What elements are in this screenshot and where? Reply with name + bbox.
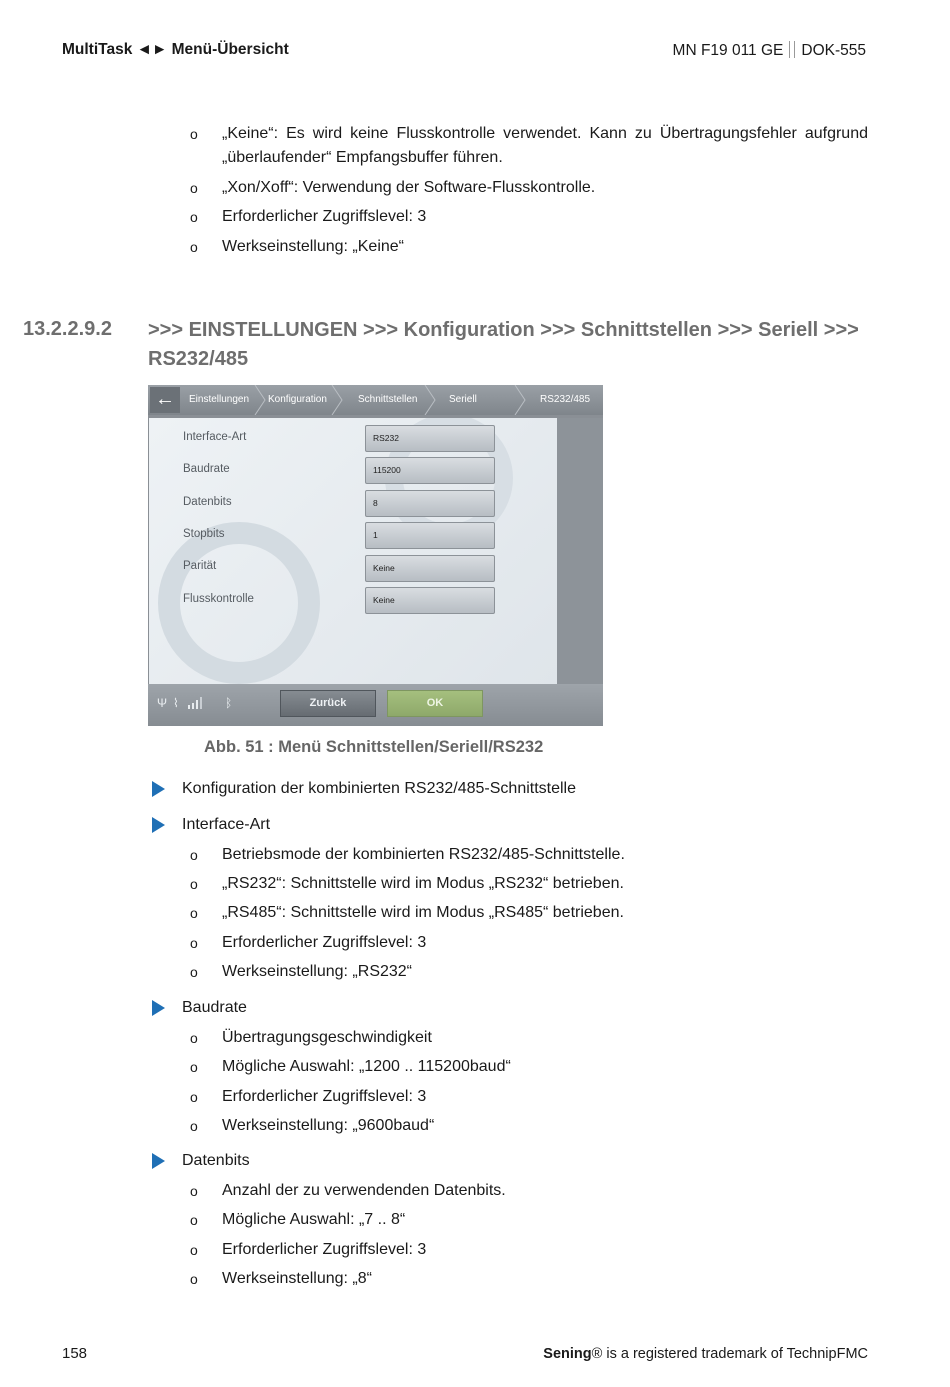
list-item: o Mögliche Auswahl: „1200 .. 115200baud“	[190, 1055, 868, 1079]
section-title: >>> EINSTELLUNGEN >>> Konfiguration >>> Schnittstellen >>> Seriell >>> RS232/485	[148, 319, 859, 370]
field-label: Flusskontrolle	[183, 593, 254, 605]
circle-bullet-icon: o	[190, 1271, 198, 1287]
circle-bullet-icon: o	[190, 1030, 198, 1046]
circle-bullet-icon: o	[190, 847, 198, 863]
triangle-bullet-icon	[152, 781, 165, 797]
parity-select[interactable]: Keine	[365, 555, 495, 582]
bullet-heading: Konfiguration der kombinierten RS232/485-Schnittstelle	[152, 778, 576, 800]
triangle-bullet-icon	[152, 817, 165, 833]
field-label: Stopbits	[183, 528, 225, 540]
ok-button[interactable]: OK	[387, 690, 483, 717]
bullet-heading: Datenbits	[152, 1150, 250, 1172]
section-number: 13.2.2.9.2	[23, 318, 112, 340]
breadcrumb-item[interactable]: Schnittstellen	[358, 394, 418, 405]
breadcrumb	[148, 385, 603, 415]
brand-name: Sening	[543, 1346, 592, 1362]
circle-bullet-icon: o	[190, 239, 198, 255]
circle-bullet-icon: o	[190, 1089, 198, 1105]
list-item: o „Xon/Xoff“: Verwendung der Software-Flusskontrolle.	[190, 176, 868, 200]
figure-caption: Abb. 51 : Menü Schnittstellen/Seriell/RS232	[204, 738, 544, 756]
back-button[interactable]: Zurück	[280, 690, 376, 717]
list-item: o Werkseinstellung: „9600baud“	[190, 1114, 868, 1138]
trademark-notice	[543, 1346, 868, 1362]
databits-select[interactable]: 8	[365, 490, 495, 517]
header-separator	[789, 41, 795, 58]
circle-bullet-icon: o	[190, 1183, 198, 1199]
circle-bullet-icon: o	[190, 964, 198, 980]
list-item: o Erforderlicher Zugriffslevel: 3	[190, 931, 868, 955]
gear-watermark-icon	[149, 418, 557, 684]
circle-bullet-icon: o	[190, 1059, 198, 1075]
header-doc-code: DOK-555	[801, 42, 866, 59]
bluetooth-icon: ᛒ	[225, 696, 233, 710]
trademark-text: ® is a registered trademark of TechnipFMC	[591, 1346, 868, 1362]
breadcrumb-item-current: RS232/485	[540, 394, 591, 405]
breadcrumb-item[interactable]: Seriell	[449, 394, 477, 405]
circle-bullet-icon: o	[190, 935, 198, 951]
list-item: o Werkseinstellung: „Keine“	[190, 235, 868, 259]
field-label: Interface-Art	[183, 431, 247, 443]
device-screenshot	[148, 385, 603, 726]
triangle-bullet-icon	[152, 1000, 165, 1016]
baudrate-select[interactable]: 115200	[365, 457, 495, 484]
bullet-heading: Baudrate	[152, 997, 247, 1019]
list-item: o „RS485“: Schnittstelle wird im Modus „RS485“ betrieben.	[190, 901, 868, 925]
list-item: o Werkseinstellung: „8“	[190, 1267, 868, 1291]
list-item: o Werkseinstellung: „RS232“	[190, 960, 868, 984]
circle-bullet-icon: o	[190, 1212, 198, 1228]
list-item: o Anzahl der zu verwendenden Datenbits.	[190, 1179, 868, 1203]
settings-panel	[149, 418, 557, 684]
page-number: 158	[62, 1345, 88, 1362]
field-label: Parität	[183, 560, 217, 572]
chevron-right-icon	[513, 385, 527, 415]
chevron-right-icon	[253, 385, 267, 415]
circle-bullet-icon: o	[190, 1118, 198, 1134]
network-icon: ⌇	[173, 696, 179, 710]
circle-bullet-icon: o	[190, 876, 198, 892]
field-label: Baudrate	[183, 463, 230, 475]
back-arrow-icon[interactable]: ←	[150, 387, 180, 413]
signal-icon	[188, 697, 202, 709]
circle-bullet-icon: o	[190, 209, 198, 225]
list-item: o Erforderlicher Zugriffslevel: 3	[190, 1085, 868, 1109]
list-item: o Betriebsmode der kombinierten RS232/485-Schnittstelle.	[190, 843, 868, 867]
breadcrumb-item[interactable]: Einstellungen	[189, 394, 250, 405]
header-title: MultiTask ◄► Menü-Übersicht	[62, 41, 289, 58]
breadcrumb-item[interactable]: Konfiguration	[268, 394, 327, 405]
chevron-right-icon	[423, 385, 437, 415]
interface-type-select[interactable]: RS232	[365, 425, 495, 452]
header-doc-id	[673, 41, 866, 60]
circle-bullet-icon: o	[190, 1242, 198, 1258]
status-bar	[148, 684, 603, 726]
circle-bullet-icon: o	[190, 180, 198, 196]
chevron-right-icon	[330, 385, 344, 415]
triangle-bullet-icon	[152, 1153, 165, 1169]
circle-bullet-icon: o	[190, 126, 198, 142]
bullet-heading: Interface-Art	[152, 814, 270, 836]
usb-icon: Ψ	[157, 696, 168, 710]
stopbits-select[interactable]: 1	[365, 522, 495, 549]
list-item: o Erforderlicher Zugriffslevel: 3	[190, 205, 868, 229]
list-item: o Übertragungsgeschwindigkeit	[190, 1026, 868, 1050]
list-item: o „RS232“: Schnittstelle wird im Modus „RS232“ betrieben.	[190, 872, 868, 896]
list-item: o Erforderlicher Zugriffslevel: 3	[190, 1238, 868, 1262]
list-item: o Mögliche Auswahl: „7 .. 8“	[190, 1208, 868, 1232]
header-doc-number: MN F19 011 GE	[672, 42, 784, 59]
flow-control-select[interactable]: Keine	[365, 587, 495, 614]
field-label: Datenbits	[183, 496, 232, 508]
list-item: o „Keine“: Es wird keine Flusskontrolle verwendet. Kann zu Übertragungsfehler aufgrund „überlaufender“ Empfangsbuffer führen.	[190, 122, 868, 170]
circle-bullet-icon: o	[190, 905, 198, 921]
scroll-area	[557, 418, 603, 684]
